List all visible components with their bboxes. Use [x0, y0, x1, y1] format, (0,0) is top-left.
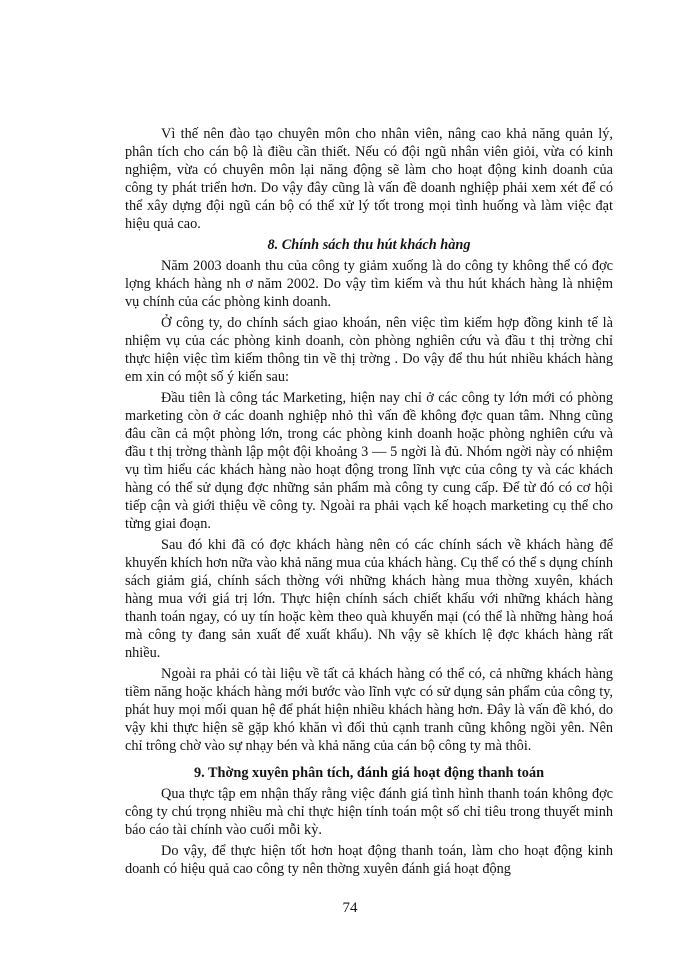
paragraph: Do vậy, để thực hiện tốt hơn hoạt động thanh toán, làm cho hoạt động kinh doanh có hiệu quả cao công ty nên thờng xuyên đánh giá hoạt động [125, 843, 613, 877]
paragraph: Ở công ty, do chính sách giao khoán, nên việc tìm kiếm hợp đồng kinh tế là nhiệm vụ của các phòng kinh doanh, còn phòng nghiên cứu và đầu t thị trờng chỉ thực hiện việc tìm kiếm thông tin về thị trờng . Do vậy để thu hút nhiều khách hàng em xin có một số ý kiến sau: [125, 315, 613, 385]
paragraph: Qua thực tập em nhận thấy rằng việc đánh giá tình hình thanh toán không đợc công ty chú trọng nhiều mà chỉ thực hiện tính toán một số chỉ tiêu trong thuyết minh báo cáo tài chính vào cuối mỗi kỳ. [125, 786, 613, 838]
paragraph: Đầu tiên là công tác Marketing, hiện nay chỉ ở các công ty lớn mới có phòng marketing còn ở các doanh nghiệp nhỏ thì vấn đề không đợc quan tâm. Nhng cũng đâu cần cả một phòng lớn, trong các phòng kinh doanh hoặc phòng nghiên cứu và đầu t thị trờng thành lập một đội khoảng 3 — 5 ngời là đủ. Nhóm ngời này có nhiệm vụ tìm hiểu các khách hàng nào hoạt động trong lĩnh vực của công ty và các khách hàng có thể sử dụng đợc những sản phẩm mà công ty cung cấp. Để từ đó có cơ hội tiếp cận và giới thiệu về công ty. Ngoài ra phải vạch kế hoạch marketing cụ thể cho từng giai đoạn. [125, 390, 613, 532]
document-body [125, 125, 613, 881]
paragraph: Vì thế nên đào tạo chuyên môn cho nhân viên, nâng cao khả năng quản lý, phân tích cho cán bộ là điều cần thiết. Nếu có đội ngũ nhân viên giỏi, vừa có kinh nghiệm, vừa có chuyên môn lại năng động sẽ làm cho hoạt động kinh doanh của công ty phát triển hơn. Do vậy đây cũng là vấn đề doanh nghiệp phải xem xét để có thể xây dựng đội ngũ cán bộ có thể xử lý tốt trong mọi tình huống và làm việc đạt hiệu quả cao. [125, 126, 613, 232]
paragraph: Sau đó khi đã có đợc khách hàng nên có các chính sách về khách hàng để khuyến khích hơn nữa vào khả năng mua của khách hàng. Cụ thể có thể s dụng chính sách giảm giá, chính sách thờng với những khách hàng mua thờng xuyên, khách hàng mua với giá trị lớn. Thực hiện chính sách chiết khấu với những khách hàng thanh toán ngay, có uy tín hoặc kèm theo quà khuyến mại (có thể là những hàng hoá mà công ty đang sản xuất để xuất khẩu). Nh vậy sẽ khích lệ đợc khách hàng rất nhiều. [125, 537, 613, 661]
paragraph: Ngoài ra phải có tài liệu về tất cả khách hàng có thể có, cả những khách hàng tiềm năng hoặc khách hàng mới bước vào lĩnh vực có sử dụng sản phẩm của công ty, phát huy mọi mối quan hệ để phát hiện nhiều khách hàng hơn. Đây là vấn đề khó, do vậy khi thực hiện sẽ gặp khó khăn vì đối thủ cạnh tranh cũng không ngồi yên. Nên chỉ trông chờ vào sự nhạy bén và khả năng của cán bộ công ty mà thôi. [125, 666, 613, 754]
page-number: 74 [342, 900, 358, 916]
paragraph: Năm 2003 doanh thu của công ty giảm xuống là do công ty không thể có đợc lợng khách hàng nh ơ năm 2002. Do vậy tìm kiếm và thu hút khách hàng là nhiệm vụ chính của các phòng kinh doanh. [125, 258, 613, 310]
section-heading-8: 8. Chính sách thu hút khách hàng [267, 237, 471, 253]
section-heading-9: 9. Thờng xuyên phân tích, đánh giá hoạt động thanh toán [193, 765, 545, 781]
